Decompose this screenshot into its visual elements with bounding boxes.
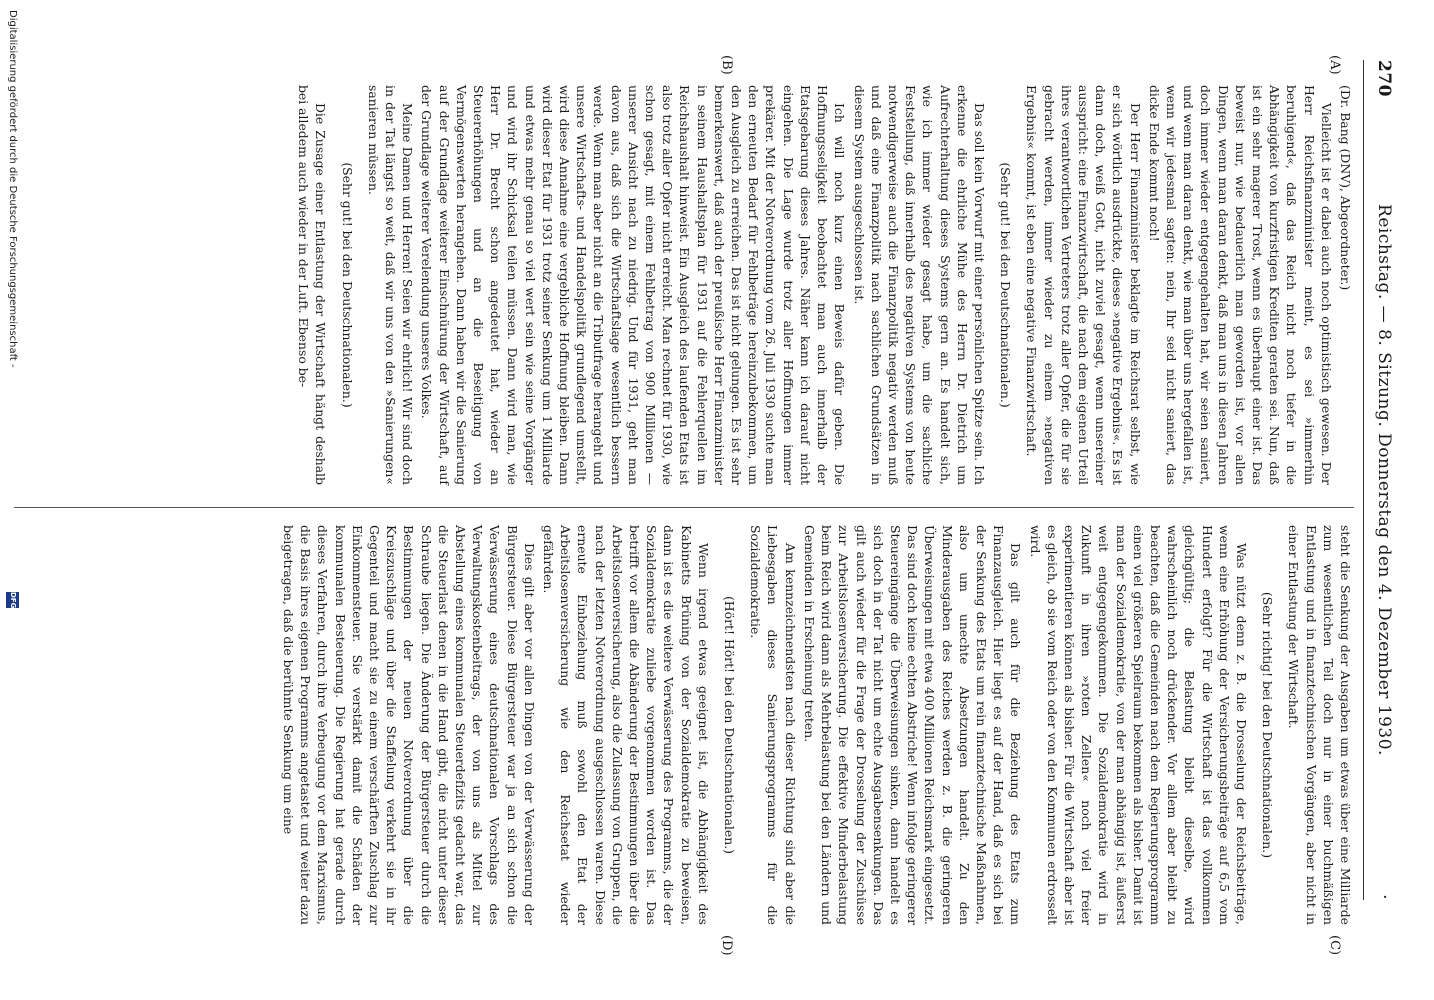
right-column [278, 525, 1354, 925]
margin-marker-c: (C) [1327, 935, 1342, 956]
paragraph: steht die Senkung der Ausgaben um etwas über eine Milliarde zum wesentlichen Teil doch nur in einer buchmäßigen Entlastung und in finanztechnischen Vorgängen, aber nicht in einer Entlastung der Wirtschaft. [1286, 525, 1353, 925]
paragraph: Vielleicht ist er dabei auch noch optimistisch gewesen. Der Herr Reichsfinanzminister meint, es sei »immerhin beruhigend«, daß das Reich nicht noch tiefer in die Abhängigkeit von kurzfristigen Krediten geraten sei. Nun, daß ist ein sehr magerer Trost, wenn es überhaupt einer ist. Das beweist nur, wie bedauerlich man geworden ist, vor allen Dingen, wenn man daran denkt, daß man uns in diesen Jahren doch immer wieder entgegengehalten hat, wir seien saniert, und wenn man daran denkt, wie man über uns hergefallen ist, wenn wir jedesmal sagten: nein, Ihr seid nicht saniert, das dicke Ende kommt noch! [1146, 85, 1334, 485]
paragraph: Am kennzeichnendsten nach dieser Richtung sind aber die Liebesgaben dieses Sanierungsprogramms für die Sozialdemokratie. [748, 525, 798, 925]
paragraph: Ich will noch kurz einen Beweis dafür geben. Die Hoffnungsseligkeit beobachtet man auch innerhalb der Etatsgebarung dieses Jahres. Näher kann ich darauf nicht eingehen. Die Lage wurde trotz aller Hoffnungen immer prekärer. Mit der Notverordnung vom 26. Juli 1930 suchte man den erneuten Bedarf für Fehlbeträge hereinzubekommen, um den Ausgleich zu erreichen. Das ist nicht gelungen. Es ist sehr bemerkenswert, daß auch der preußische Herr Finanzminister in seinem Haushaltsplan für 1931 auf die Fehlerquellen im Reichshaushalt hinweist. Ein Ausgleich des laufenden Etats ist also trotz aller Opfer nicht erreicht. Man rechnet für 1930, wie schon gesagt, mit einem Fehlbetrag von 900 Millionen — unserer Ansicht nach zu niedrig. Und für 1931, geht man davon aus, daß sich die Wirtschaftslage wesentlich bessern werde. Wenn man aber nicht an die Tributfrage herangeht und unsere Wirtschafts- und Handelspolitik grundlegend umstellt, wird diese Annahme eine vergebliche Hoffnung bleiben. Dann wird dieser Etat für 1931 trotz seiner Senkung um 1 Milliarde und etwas mehr genau so viel wert sein wie seine Vorgänger und wird ihr Schicksal teilen müssen. Dann wird man, wie Herr Dr. Brecht schon angedeutet hat, wieder an Steuererhöhungen und an die Beseitigung von Vermögenswerten herangehen. Dann haben wir die Sanierung auf der Grundlage weiterer Einschnürung der Wirtschaft, auf der Grundlage weiterer Verelendung unseres Volkes. [419, 85, 848, 485]
interjection: (Hört! Hört! bei den Deutschnationalen.) [722, 595, 738, 855]
dfg-logo: DFG [6, 592, 19, 608]
paragraph: Der Herr Finanzminister beklagte im Reichsrat selbst, wie er sich wörtlich ausdrückte, dieses »negative Ergebnis«. Es ist dann doch, weiß Gott, nicht zuviel gesagt, wenn unsereiner ausspricht: eine Finanzwirtschaft, die nach dem eigenen Urteil ihres verantwortlichen Vertreters trotz aller Opfer, die für sie gebracht werden, immer wieder zu einem »negativen Ergebnis« kommt, ist eben eine negative Finanzwirtschaft. [1024, 85, 1143, 485]
interjection: (Sehr gut! bei den Deutschnationalen.) [998, 162, 1014, 408]
paragraph: Was nützt denn z. B. die Drosselung der Reichsbeiträge, wenn eine Erhöhung der Versicherungsbeiträge auf 6,5 vom Hundert erfolgt? Für die Wirtschaft ist das vollkommen gleichgültig; die Belastung bleibt dieselbe, wird wahrscheinlich noch drückender. Vor allem aber bleibt zu beachten, daß die Gemeinden nach dem Regierungsprogramm einen viel größeren Spielraum bekommen als bisher. Damit ist man der Sozialdemokratie, von der man abhängig ist, äußerst weit entgegengekommen. Die Sozialdemokratie wird in Zukunft in ihren »roten Zellen« noch viel freier experimentieren können als bisher. Für die Wirtschaft aber ist es gleich, ob sie vom Reich oder von den Kommunen erdrosselt wird. [1027, 525, 1249, 925]
paragraph: Das soll kein Vorwurf mit einer persönlichen Spitze sein. Ich erkenne die ehrliche Mühe des Herrn Dr. Dietrich um Aufrechterhaltung dieses Systems gern an. Es handelt sich, wie ich immer wieder gesagt habe, um die sachliche Feststellung, daß innerhalb des negativen Systems von heute notwendigerweise auch die Finanzpolitik negativ werden muß und daß eine Finanzpolitik nach sachlichen Grundsätzen in diesem System ausgeschlossen ist. [851, 85, 987, 485]
paragraph: Dies gilt aber vor allen Dingen von der Verwässerung der Bürgersteuer. Diese Bürgersteuer war ja an sich schon die Verwässerung eines deutschnationalen Vorschlags des Verwaltungskostenbeitrags, der von uns als Mittel zur Abstellung eines kommunalen Steuerdefizits gedacht war, das die Steuerlast denen in die Hand gibt, die nicht unter dieser Schraube liegen. Die Änderung der Bürgersteuer durch die Bestimmungen der neuen Notverordnung über die Kreiszuschläge und über die Staffelung verkehrt sie in ihr Gegenteil und macht sie zu einem verschärften Zuschlag zur Einkommensteuer. Sie verstärkt damit die Schäden der kommunalen Besteuerung. Die Regierung hat gerade durch dieses Verfahren, durch ihre Verbeugung vor dem Marxismus, die Basis ihres eigenen Programms angetastet und weiter dazu beigetragen, daß die berühmte Senkung um eine [281, 525, 537, 925]
column-divider [14, 507, 1354, 508]
speaker-line: (Dr. Bang (DNV), Abgeordneter.) [1338, 85, 1353, 291]
margin-marker-a: (A) [1327, 55, 1342, 75]
page-number: 270 [1374, 60, 1394, 97]
header-mark: · [1374, 894, 1394, 900]
left-column [293, 85, 1354, 485]
paragraph: Das gilt auch für die Beziehung des Etats zum Finanzausgleich. Hier liegt es auf der Hand, daß es sich bei der Senkung des Etats um rein finanztechnische Maßnahmen, also um unechte Absetzungen handelt. Zu den Minderausgaben des Reiches werden z. B. die geringeren Überweisungen mit etwa 400 Millionen Reichsmark eingesetzt. Das sind doch keine echten Abstriche! Wenn infolge geringerer Steuereingänge die Überweisungen sinken, dann handelt es sich doch in der Tat nicht um echte Ausgabensenkungen. Das gilt auch wieder für die Frage der Drosselung der Zuschüsse zur Arbeitslosenversicherung. Die effektive Minderbelastung beim Reich wird dann als Mehrbelastung bei den Ländern und Gemeinden in Erscheinung treten. [801, 525, 1024, 925]
interjection: (Sehr gut! bei den Deutschnationalen.) [339, 162, 355, 408]
digitization-footer [3, 0, 19, 1000]
paragraph: Wenn irgend etwas geeignet ist, die Abhängigkeit des Kabinetts Brüning von der Sozialdemokratie zu beweisen, dann ist es die weitere Verwässerung des Programms, die der Sozialdemokratie zuliebe vorgenommen worden ist. Das betrifft vor allem die Abänderung der Bestimmungen über die Arbeitslosenversicherung, also die Zulassung von Gruppen, die nach der letzten Notverordnung ausgeschlossen waren. Diese erneute Einbeziehung muß sowohl den Etat der Arbeitslosenversicherung wie den Reichsetat wieder gefährden. [541, 525, 711, 925]
margin-marker-d: (D) [719, 935, 734, 956]
header-rule [1363, 60, 1364, 900]
footer-text: Digitalisierung gefördert durch die Deutsche Forschungsgemeinschaft - [7, 10, 18, 368]
margin-marker-b: (B) [719, 55, 734, 75]
page-header [1366, 60, 1394, 900]
paragraph: Die Zusage einer Entlastung der Wirtschaft hängt deshalb bei alledem auch wieder in der Luft. Ebenso be- [296, 85, 329, 485]
paragraph: Meine Damen und Herren! Seien wir ehrlich! Wir sind doch in der Tat längst so weit, daß wir uns von den »Sanierungen« sanieren müssen. [365, 85, 416, 485]
interjection: (Sehr richtig! bei den Deutschnationalen.) [1260, 591, 1276, 859]
running-title: Reichstag. — 8. Sitzung. Donnerstag den 4. Dezember 1930. [1374, 204, 1394, 756]
